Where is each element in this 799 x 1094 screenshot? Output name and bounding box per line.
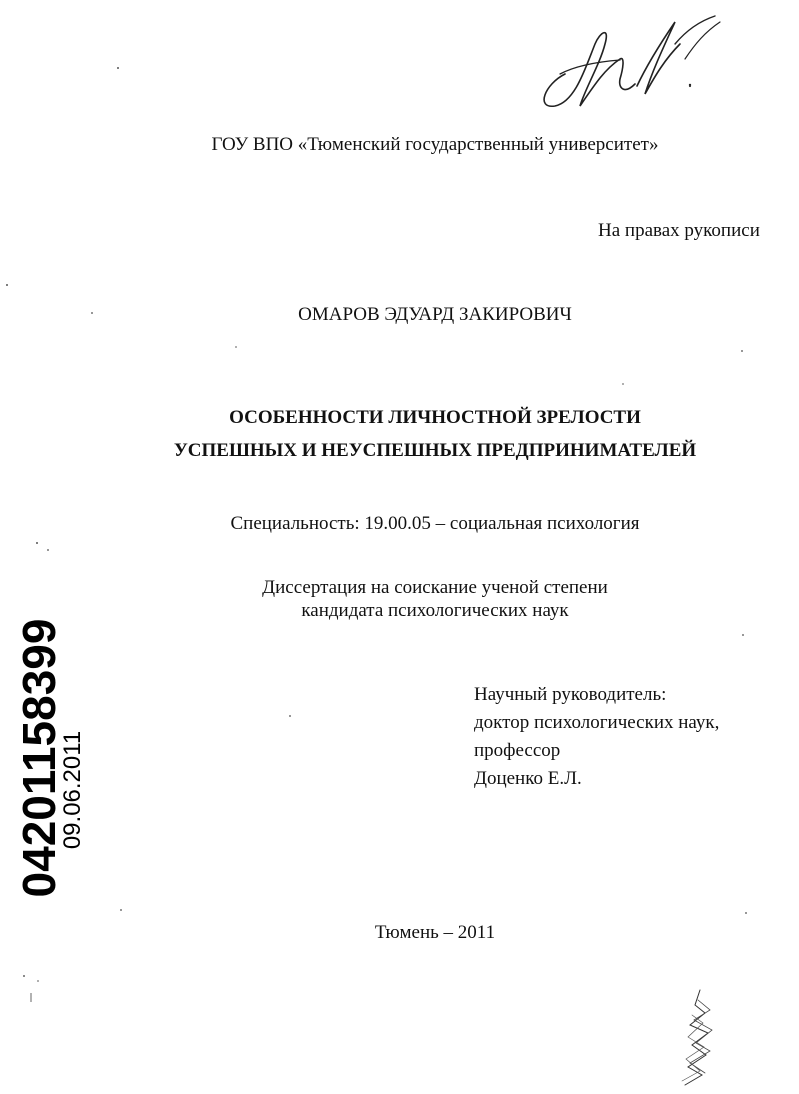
supervisor-heading: Научный руководитель:	[474, 684, 667, 705]
supervisor-rank: профессор	[474, 740, 561, 761]
stamp-number-text: 04201158399	[13, 618, 65, 897]
stamp-date-text: 09.06.2011	[59, 730, 86, 850]
library-stamp	[0, 618, 95, 897]
manuscript-rights-note: На правах рукописи	[598, 220, 760, 241]
stamp-date	[58, 710, 88, 870]
dissertation-title-line-1: ОСОБЕННОСТИ ЛИЧНОСТНОЙ ЗРЕЛОСТИ	[229, 407, 641, 428]
institution-name: ГОУ ВПО «Тюменский государственный университет»	[211, 134, 659, 155]
specialty: Специальность: 19.00.05 – социальная психология	[230, 513, 640, 534]
place-and-year: Тюмень – 2011	[374, 922, 496, 943]
supervisor-degree: доктор психологических наук,	[474, 712, 720, 733]
degree-line-1: Диссертация на соискание ученой степени	[262, 577, 608, 598]
handwritten-signature	[525, 14, 735, 114]
stamp-number	[13, 618, 65, 897]
degree-line-2: кандидата психологических наук	[301, 600, 569, 621]
dissertation-title-line-2: УСПЕШНЫХ И НЕУСПЕШНЫХ ПРЕДПРИНИМАТЕЛЕЙ	[173, 440, 697, 461]
supervisor-name: Доценко Е.Л.	[474, 768, 582, 789]
author-name: ОМАРОВ ЭДУАРД ЗАКИРОВИЧ	[298, 304, 572, 325]
margin-scribble	[670, 985, 720, 1090]
